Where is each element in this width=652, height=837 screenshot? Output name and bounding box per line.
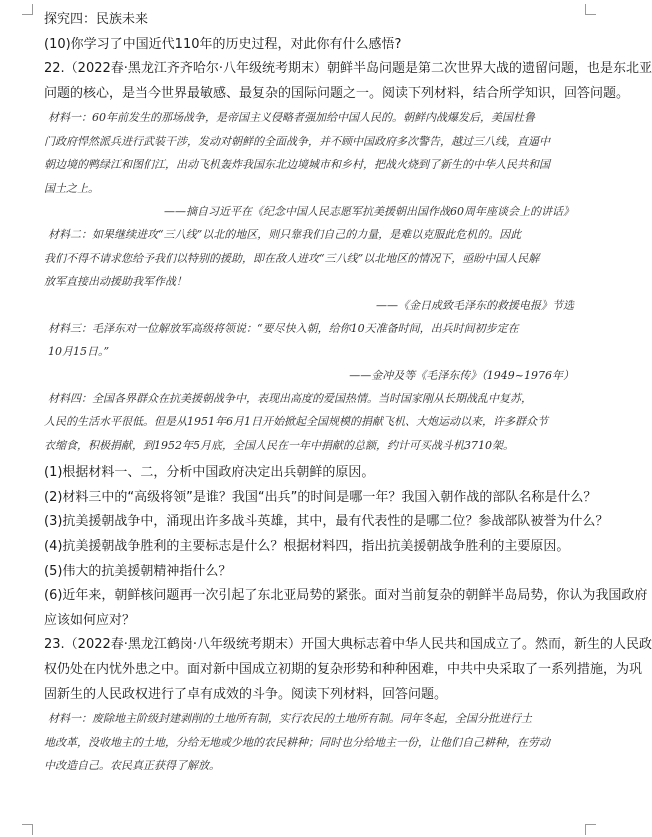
question-text-line: 22.（2022春·黑龙江齐齐哈尔·八年级统考期末）朝鲜半岛问题是第二次世界大战的遗留问题，也是东北亚 (44, 61, 652, 77)
question-text-line: (10)你学习了中国近代110年的历史过程，对此你有什么感悟? (44, 36, 402, 52)
question-text-line: 问题的核心，是当今世界最敏感、最复杂的国际问题之一。阅读下列材料，结合所学知识，回答问题。 (44, 85, 630, 101)
question-text-line: (3)抗美援朝战争中，涌现出许多战斗英雄，其中，最有代表性的是哪二位？参战部队被誉为什么？ (44, 514, 609, 530)
material-text-line: ——摘自习近平在《纪念中国人民志愿军抗美援朝出国作战60周年座谈会上的讲话》 (164, 204, 574, 218)
material-text-line: 朝边境的鸭绿江和图们江，出动飞机轰炸我国东北边境城市和乡村，把战火烧到了新生的中华人民共和国 (44, 158, 550, 172)
crop-mark-bottom-left (22, 824, 33, 835)
material-text-line: 地改革，没收地主的土地，分给无地或少地的农民耕种；同时也分给地主一份，让他们自己耕种，在劳动 (44, 735, 550, 749)
material-text-line: 材料三：毛泽东对一位解放军高级将领说：“要尽快入朝，给你10天准备时间，出兵时间初步定在 (48, 321, 519, 335)
crop-mark-top-right (585, 4, 596, 15)
crop-mark-bottom-right (585, 824, 596, 835)
material-text-line: 10月15日。” (48, 345, 110, 359)
crop-mark-top-left (22, 4, 33, 15)
question-text-line: 权仍处在内忧外患之中。面对新中国成立初期的复杂形势和种种困难，中共中央采取了一系列措施，为巩 (44, 661, 643, 677)
question-text-line: 固新生的人民政权进行了卓有成效的斗争。阅读下列材料，回答问题。 (44, 686, 448, 702)
material-text-line: 放军直接出动援助我军作战！ (44, 275, 187, 289)
question-text-line: 23.（2022春·黑龙江鹤岗·八年级统考期末）开国大典标志着中华人民共和国成立了。然而，新生的人民政 (44, 637, 652, 653)
document-page (44, 8, 652, 777)
material-text-line: 国土之上。 (44, 181, 99, 195)
question-text-line: (6)近年来，朝鲜核问题再一次引起了东北亚局势的紧张。面对当前复杂的朝鲜半岛局势，你认为我国政府 (44, 588, 648, 604)
material-text-line: 我们不得不请求您给予我们以特别的援助，即在敌人进攻“三八线”以北地区的情况下，亟盼中国人民解 (44, 251, 540, 265)
material-text-line: 材料一：废除地主阶级封建剥削的土地所有制，实行农民的土地所有制。同年冬起，全国分批进行土 (48, 712, 532, 726)
question-text-line: (1)根据材料一、二，分析中国政府决定出兵朝鲜的原因。 (44, 465, 375, 481)
material-text-line: 材料四：全国各界群众在抗美援朝战争中，表现出高度的爱国热情。当时国家刚从长期战乱中复苏， (48, 392, 532, 406)
material-text-line: 中改造自己。农民真正获得了解放。 (44, 758, 220, 772)
question-text-line: 应该如何应对？ (44, 612, 136, 628)
material-text-line: 门政府悍然派兵进行武装干涉，发动对朝鲜的全面战争，并不顾中国政府多次警告，越过三八线，直逼中 (44, 134, 550, 148)
material-text-line: 衣缩食，积极捐献，到1952年5月底，全国人民在一年中捐献的总额，约计可买战斗机3710架。 (44, 438, 514, 452)
question-text-line: 探究四：民族未来 (44, 12, 149, 27)
question-text-line: (4)抗美援朝战争胜利的主要标志是什么？根据材料四，指出抗美援朝战争胜利的主要原因。 (44, 539, 570, 555)
material-text-line: ——《金日成致毛泽东的救援电报》节选 (376, 298, 574, 312)
material-text-line: 人民的生活水平很低。但是从1951年6月1日开始掀起全国规模的捐献飞机、大炮运动以来，许多群众节 (44, 415, 548, 429)
material-text-line: 材料一：60年前发生的那场战争，是帝国主义侵略者强加给中国人民的。朝鲜内战爆发后，美国杜鲁 (48, 111, 535, 125)
question-text-line: (5)伟大的抗美援朝精神指什么？ (44, 563, 232, 579)
question-text-line: (2)材料三中的“高级将领”是谁？我国“出兵”的时间是哪一年？我国入朝作战的部队名称是什么？ (44, 489, 597, 505)
material-text-line: ——金冲及等《毛泽东传》（1949~1976年） (349, 368, 574, 382)
material-text-line: 材料二：如果继续进攻“三八线”以北的地区，则只靠我们自己的力量，是难以克服此危机的。因此 (48, 228, 522, 242)
